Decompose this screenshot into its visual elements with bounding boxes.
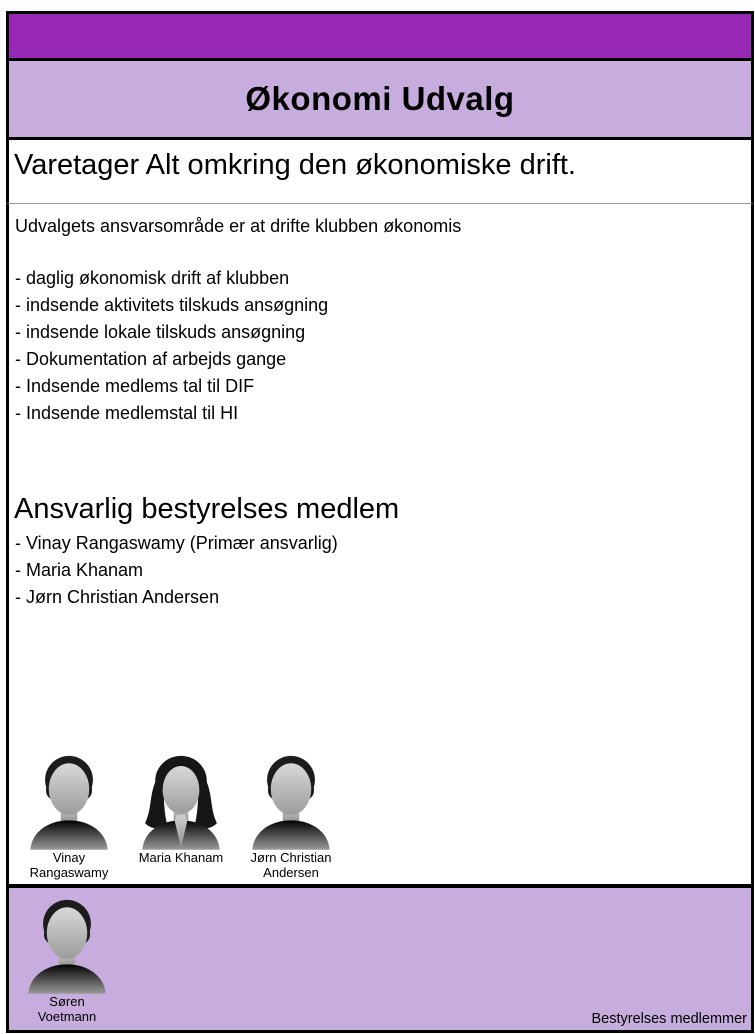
task-item: - Indsende medlems tal til DIF	[15, 376, 255, 396]
task-item: - indsende aktivitets tilskuds ansøgning	[15, 295, 329, 315]
subtitle-text: Varetager Alt omkring den økonomiske drift.	[14, 149, 576, 181]
footer-caption: Bestyrelses medlemmer	[591, 1011, 747, 1027]
footer-panel	[6, 888, 754, 1033]
male-avatar-icon	[235, 752, 347, 850]
task-item: - daglig økonomisk drift af klubben	[15, 268, 290, 288]
top-color-bar	[6, 11, 754, 61]
content-area	[6, 204, 754, 888]
responsible-heading: Ansvarlig bestyrelses medlem	[14, 493, 400, 525]
task-item: - indsende lokale tilskuds ansøgning	[15, 322, 306, 342]
member-photo-jorn	[235, 752, 347, 880]
task-item: - Indsende medlemstal til HI	[15, 403, 239, 423]
photo-caption-line: Maria Khanam	[138, 850, 224, 865]
male-avatar-icon	[13, 752, 125, 850]
task-item: - Dokumentation af arbejds gange	[15, 349, 287, 369]
member-photo-soren	[11, 896, 123, 1024]
committee-page	[6, 11, 754, 1033]
photo-caption-line: Voetmann	[37, 1009, 97, 1024]
responsible-member: - Maria Khanam	[15, 560, 144, 580]
member-photo-maria	[125, 752, 237, 865]
responsible-members	[15, 530, 751, 611]
female-avatar-icon	[125, 752, 237, 850]
task-list	[15, 265, 751, 427]
member-photo-vinay	[13, 752, 125, 880]
photo-caption-line: Vinay	[52, 850, 86, 865]
photo-caption-line: Jørn Christian	[250, 850, 332, 865]
page-title: Økonomi Udvalg	[245, 80, 515, 117]
intro-text: Udvalgets ansvarsområde er at drifte klubben økonomis	[15, 216, 462, 236]
photo-caption-line: Søren	[49, 994, 85, 1009]
photo-caption-line: Andersen	[263, 865, 319, 880]
male-avatar-icon	[11, 896, 123, 994]
responsible-member: - Jørn Christian Andersen	[15, 587, 220, 607]
subtitle-box	[6, 140, 754, 204]
title-bar	[6, 61, 754, 140]
photo-caption-line: Rangaswamy	[29, 865, 109, 880]
responsible-member: - Vinay Rangaswamy (Primær ansvarlig)	[15, 533, 338, 553]
